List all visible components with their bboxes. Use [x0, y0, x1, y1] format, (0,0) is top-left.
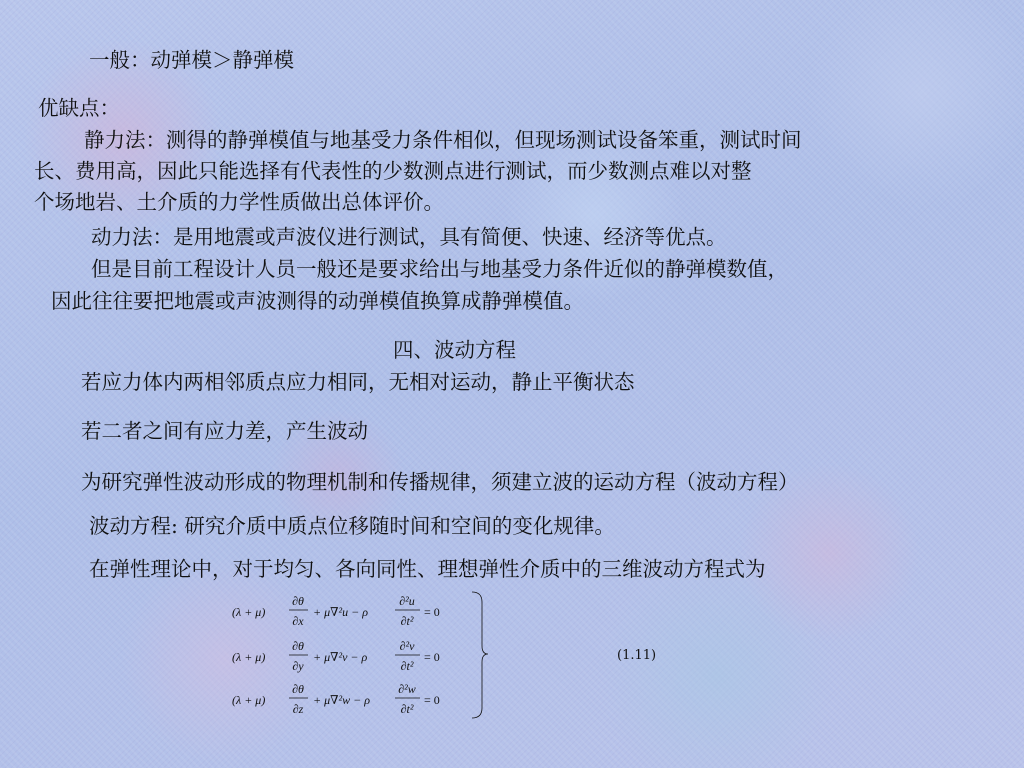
section-title: 四、波动方程: [393, 338, 516, 362]
svg-text:(λ + μ): (λ + μ): [232, 693, 266, 707]
equation-row-z: [232, 682, 440, 716]
svg-text:∂²u: ∂²u: [399, 594, 415, 608]
svg-text:+ μ∇²w − ρ: + μ∇²w − ρ: [313, 693, 370, 707]
equation-row-y: [232, 639, 440, 673]
svg-text:∂y: ∂y: [292, 659, 304, 673]
general-comparison-line: 一般：动弹模＞静弹模: [89, 48, 294, 72]
svg-text:∂θ: ∂θ: [292, 594, 304, 608]
conversion-line-2: 因此往往要把地震或声波测得的动弹模值换算成静弹模值。: [51, 289, 584, 313]
svg-text:= 0: = 0: [424, 650, 440, 664]
svg-text:= 0: = 0: [424, 693, 440, 707]
static-method-line-3: 个场地岩、土介质的力学性质做出总体评价。: [34, 190, 444, 214]
elastic-theory-line: 在弹性理论中，对于均匀、各向同性、理想弹性介质中的三维波动方程式为: [89, 557, 766, 581]
static-method-line-1: 静力法：测得的静弹模值与地基受力条件相似，但现场测试设备笨重，测试时间: [84, 128, 802, 152]
pros-cons-heading: 优缺点：: [38, 96, 120, 120]
svg-text:∂²v: ∂²v: [399, 639, 415, 653]
conversion-line-1: 但是目前工程设计人员一般还是要求给出与地基受力条件近似的静弹模数值，: [91, 257, 788, 281]
wave-equation-definition: 波动方程: 研究介质中质点位移随时间和空间的变化规律。: [89, 514, 615, 538]
svg-text:∂θ: ∂θ: [292, 639, 304, 653]
svg-text:∂t²: ∂t²: [400, 659, 414, 673]
equilibrium-line: 若应力体内两相邻质点应力相同，无相对运动，静止平衡状态: [81, 370, 635, 394]
svg-text:= 0: = 0: [424, 605, 440, 619]
dynamic-method-line: 动力法：是用地震或声波仪进行测试，具有简便、快速、经济等优点。: [91, 225, 727, 249]
svg-text:(λ + μ): (λ + μ): [232, 605, 266, 619]
svg-text:(λ + μ): (λ + μ): [232, 650, 266, 664]
svg-text:∂x: ∂x: [292, 614, 304, 628]
svg-text:+ μ∇²u − ρ: + μ∇²u − ρ: [313, 605, 368, 619]
svg-text:∂t²: ∂t²: [400, 702, 414, 716]
svg-text:∂θ: ∂θ: [292, 682, 304, 696]
stress-difference-line: 若二者之间有应力差，产生波动: [81, 419, 368, 443]
svg-text:∂z: ∂z: [292, 702, 304, 716]
static-method-line-2: 长、费用高，因此只能选择有代表性的少数测点进行测试，而少数测点难以对整: [34, 159, 752, 183]
svg-text:∂²w: ∂²w: [398, 682, 416, 696]
right-brace-icon: [472, 592, 488, 718]
wave-equation-system: [232, 590, 492, 720]
equation-number: (1.11): [617, 648, 657, 663]
svg-text:∂t²: ∂t²: [400, 614, 414, 628]
research-purpose-line: 为研究弹性波动形成的物理机制和传播规律，须建立波的运动方程（波动方程）: [81, 470, 799, 494]
equation-row-x: [232, 594, 440, 628]
svg-text:+ μ∇²v − ρ: + μ∇²v − ρ: [313, 650, 368, 664]
